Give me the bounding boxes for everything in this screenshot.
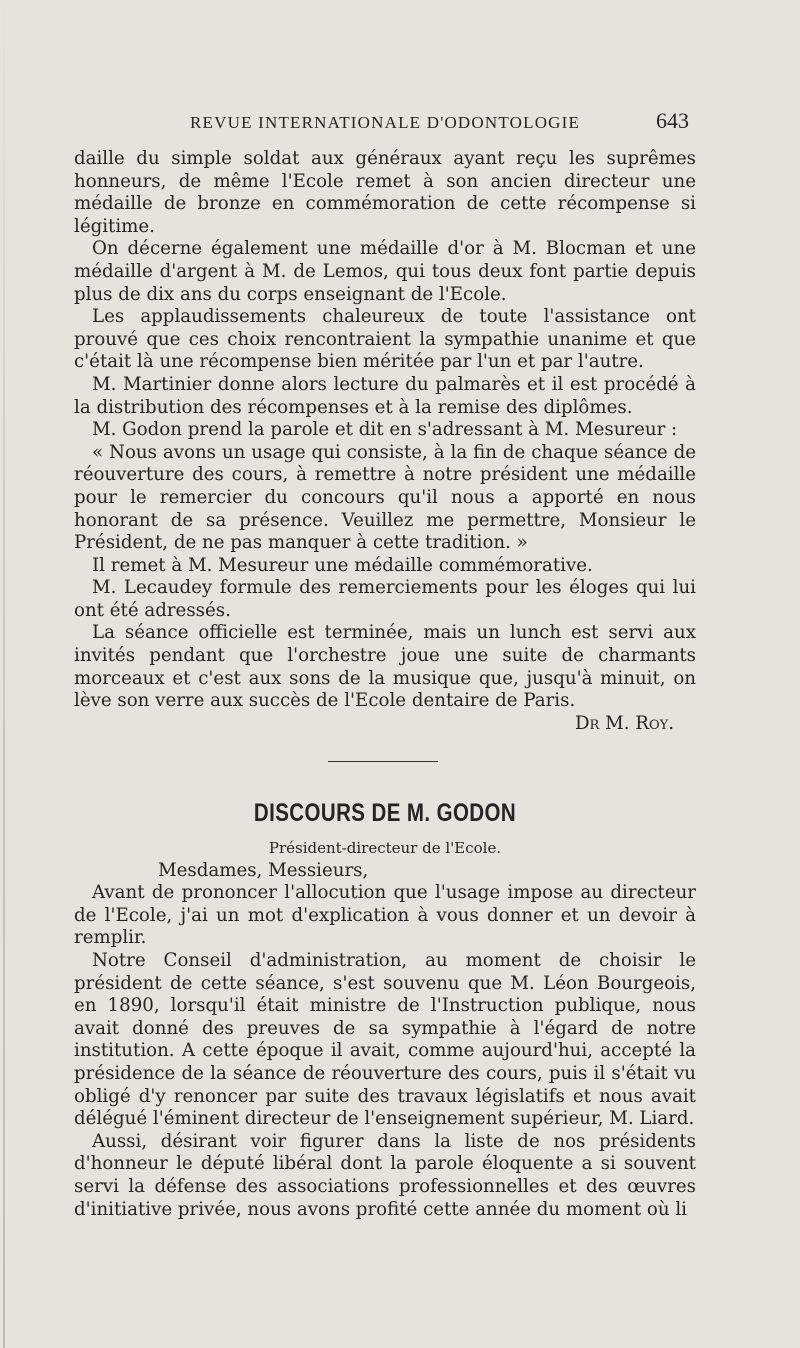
page-edge-shadow	[3, 0, 5, 1348]
paragraph: Les applaudissements chaleureux de toute l'assistance ont prouvé que ces choix rencontraient la sympathie unanime et que c'était là une récompense bien méritée par l'un et par l'autre.	[74, 306, 696, 373]
page-number: 643	[656, 108, 689, 133]
paragraph: Notre Conseil d'administration, au moment de choisir le président de cette séance, s'est souvenu que M. Léon Bourgeois, en 1890, lorsqu'il était ministre de l'Instruction publique, nous avait donné des preuves de sa sympathie à l'égard de notre institution. A cette époque il avait, comme aujourd'hui, accepté la présidence de la séance de réouverture des cours, puis il s'était vu obligé d'y renoncer par suite des travaux législatifs et nous avait délégué l'éminent directeur de l'enseignement supérieur, M. Liard.	[74, 950, 696, 1130]
running-header: REVUE INTERNATIONALE D'ODONTOLOGIE	[190, 113, 581, 132]
section-divider	[328, 761, 438, 762]
paragraph: Aussi, désirant voir figurer dans la liste de nos présidents d'honneur le député libéral dont la parole éloquente a si souvent servi la défense des associations professionnelles et des œuvres d'initiative privée, nous avons profité cette année du moment où li	[74, 1130, 696, 1220]
paragraph: daille du simple soldat aux généraux ayant reçu les suprêmes honneurs, de même l'Ecole remet à son ancien directeur une médaille de bronze en commémoration de cette récompense si légitime.	[74, 148, 696, 237]
paragraph: Il remet à M. Mesureur une médaille commémorative.	[92, 554, 593, 576]
page-body	[74, 148, 696, 1221]
paragraph: Avant de prononcer l'allocution que l'usage impose au directeur de l'Ecole, j'ai un mot d'explication à vous donner et un devoir à remplir.	[74, 882, 696, 949]
section-subtitle: Président-directeur de l'Ecole.	[268, 839, 502, 858]
paragraph: « Nous avons un usage qui consiste, à la fin de chaque séance de réouverture des cours, à remettre à notre président une médaille pour le remercier du concours qu'il nous a apporté en nous honorant de sa présence. Veuillez me permettre, Monsieur le Président, de ne pas manquer à cette tradition. »	[74, 441, 696, 554]
salutation: Mesdames, Messieurs,	[158, 859, 369, 881]
paragraph: M. Martinier donne alors lecture du palmarès et il est procédé à la distribution des récompenses et à la remise des diplômes.	[74, 373, 696, 418]
section-title: DISCOURS DE M. GODON	[253, 799, 517, 828]
author-signature: Dr M. Roy.	[574, 712, 674, 734]
paragraph: On décerne également une médaille d'or à M. Blocman et une médaille d'argent à M. de Lemos, qui tous deux font partie depuis plus de dix ans du corps enseignant de l'Ecole.	[74, 238, 696, 305]
paragraph: M. Godon prend la parole et dit en s'adressant à M. Mesureur :	[92, 419, 678, 441]
paragraph: M. Lecaudey formule des remerciements pour les éloges qui lui ont été adressés.	[74, 577, 696, 621]
paragraph: La séance officielle est terminée, mais un lunch est servi aux invités pendant que l'orchestre joue une suite de charmants morceaux et c'est aux sons de la musique que, jusqu'à minuit, on lève son verre aux succès de l'Ecole dentaire de Paris.	[74, 622, 696, 712]
